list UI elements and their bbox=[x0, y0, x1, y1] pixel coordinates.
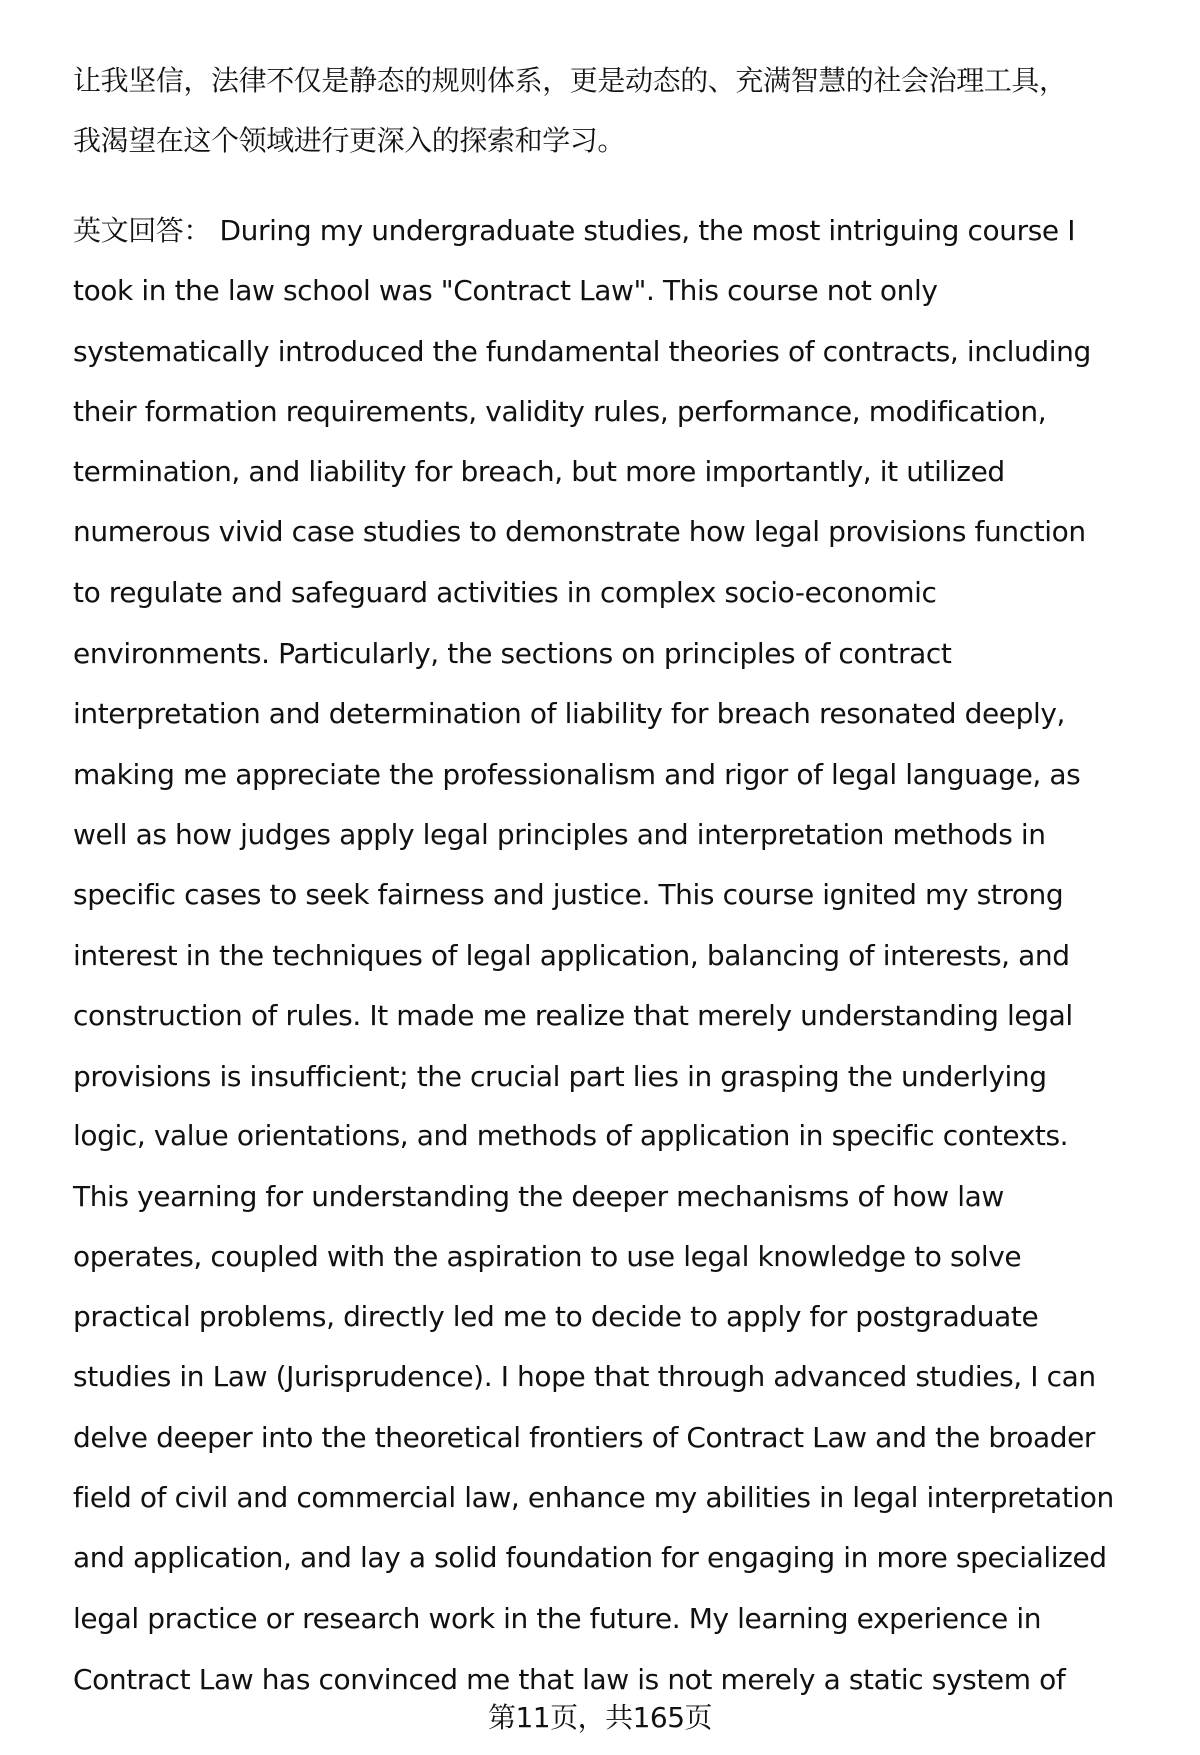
paragraph-line: practical problems, directly led me to decide to apply for postgraduate bbox=[73, 1300, 1039, 1333]
paragraph-line: took in the law school was "Contract Law". This course not only bbox=[73, 274, 938, 307]
paragraph-line: interpretation and determination of liability for breach resonated deeply, bbox=[73, 697, 1066, 730]
paragraph-line: environments. Particularly, the sections on principles of contract bbox=[73, 637, 952, 670]
paragraph-line: numerous vivid case studies to demonstrate how legal provisions function bbox=[73, 515, 1086, 548]
page-number: 第11页，共165页 bbox=[487, 1701, 713, 1734]
paragraph-line: 我渴望在这个领域进行更深入的探索和学习。 bbox=[73, 124, 626, 157]
paragraph-line: construction of rules. It made me realize that merely understanding legal bbox=[73, 999, 1073, 1032]
paragraph-line: delve deeper into the theoretical frontiers of Contract Law and the broader bbox=[73, 1421, 1096, 1454]
paragraph-line: systematically introduced the fundamental theories of contracts, including bbox=[73, 335, 1091, 368]
paragraph-line: legal practice or research work in the future. My learning experience in bbox=[73, 1602, 1042, 1635]
paragraph-line: interest in the techniques of legal application, balancing of interests, and bbox=[73, 939, 1070, 972]
paragraph-line: This yearning for understanding the deeper mechanisms of how law bbox=[73, 1180, 1004, 1213]
paragraph-line: specific cases to seek fairness and justice. This course ignited my strong bbox=[73, 878, 1064, 911]
paragraph-line: studies in Law (Jurisprudence). I hope that through advanced studies, I can bbox=[73, 1360, 1096, 1393]
paragraph-line: field of civil and commercial law, enhance my abilities in legal interpretation bbox=[73, 1481, 1114, 1514]
paragraph-line: Contract Law has convinced me that law is not merely a static system of bbox=[73, 1663, 1066, 1696]
paragraph-line: 英文回答： During my undergraduate studies, the most intriguing course I bbox=[73, 214, 1076, 247]
paragraph-line: and application, and lay a solid foundation for engaging in more specialized bbox=[73, 1541, 1107, 1574]
paragraph-line: provisions is insufficient; the crucial part lies in grasping the underlying bbox=[73, 1060, 1047, 1093]
paragraph-line: to regulate and safeguard activities in complex socio-economic bbox=[73, 576, 937, 609]
paragraph-line: operates, coupled with the aspiration to use legal knowledge to solve bbox=[73, 1240, 1022, 1273]
paragraph-line: 让我坚信，法律不仅是静态的规则体系，更是动态的、充满智慧的社会治理工具， bbox=[73, 64, 1067, 97]
paragraph-line: logic, value orientations, and methods of application in specific contexts. bbox=[73, 1119, 1069, 1152]
paragraph-line: making me appreciate the professionalism and rigor of legal language, as bbox=[73, 758, 1081, 791]
paragraph-line: termination, and liability for breach, but more importantly, it utilized bbox=[73, 455, 1005, 488]
paragraph-line: their formation requirements, validity rules, performance, modification, bbox=[73, 395, 1047, 428]
paragraph-line: well as how judges apply legal principles and interpretation methods in bbox=[73, 818, 1046, 851]
